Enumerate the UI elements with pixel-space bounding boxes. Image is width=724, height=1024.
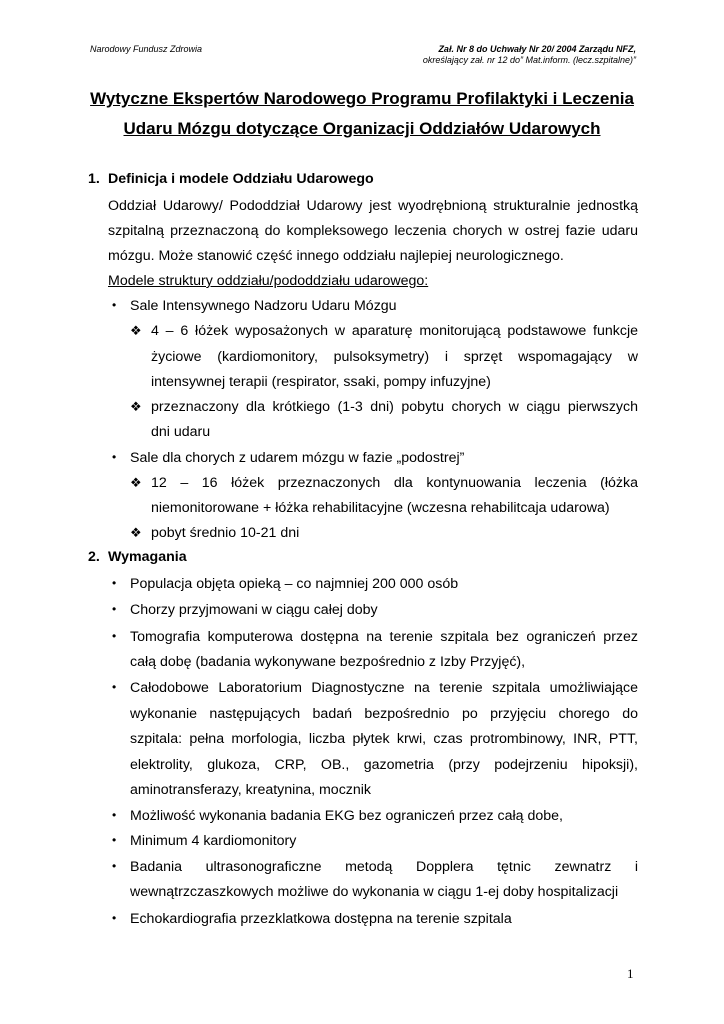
list-item: Echokardiografia przezklatkowa dostępna na terenie szpitala	[130, 911, 512, 927]
list-item: Sale dla chorych z udarem mózgu w fazie „podostrej”	[130, 450, 465, 466]
bullet-icon: •	[112, 629, 117, 643]
section1-para-line: Oddział Udarowy/ Pododdział Udarowy jest wyodrębnioną strukturalnie jednostką	[108, 198, 638, 214]
list-item: Możliwość wykonania badania EKG bez ograniczeń przez całą dobe,	[130, 808, 563, 824]
title-line1: Wytyczne Ekspertów Narodowego Programu Profilaktyki i Leczenia	[90, 89, 634, 108]
list-item: Minimum 4 kardiomonitory	[130, 833, 297, 849]
sub-item-line: przeznaczony dla krótkiego (1-3 dni) pobytu chorych w ciągu pierwszych	[151, 399, 638, 415]
section1-number: 1.	[88, 171, 100, 187]
sub-item-line: intensywnej terapii (respirator, ssaki, pompy infuzyjne)	[151, 374, 491, 390]
bullet-icon: •	[112, 680, 117, 694]
bullet-icon: •	[112, 602, 117, 616]
header-right-line2: określający zał. nr 12 do” Mat.inform. (lecz.szpitalne)”	[422, 55, 636, 65]
list-item-line: aminotransferazy, kreatynina, mocznik	[130, 782, 372, 798]
bullet-icon: •	[112, 911, 117, 925]
sub-item-line: życiowe (kardiomonitory, pulsoksymetry) i sprzęt wspomagający w	[151, 349, 638, 365]
list-item: Populacja objęta opieką – co najmniej 200 000 osób	[130, 576, 459, 592]
section2-heading: Wymagania	[108, 549, 187, 565]
bullet-icon: •	[112, 576, 117, 590]
header-left: Narodowy Fundusz Zdrowia	[90, 44, 203, 54]
sub-item-line: pobyt średnio 10-21 dni	[151, 525, 300, 541]
header-right	[376, 44, 636, 66]
bullet-icon: •	[112, 859, 117, 873]
bullet-icon: •	[112, 833, 117, 847]
bullet-icon: •	[112, 450, 117, 464]
diamond-bullet-icon: ❖	[130, 399, 142, 414]
section1-heading: Definicja i modele Oddziału Udarowego	[108, 171, 374, 187]
list-item-line: szpitala: pełna morfologia, liczba płytek krwi, czas protrombinowy, INR, PTT,	[130, 731, 638, 747]
list-item-line: wykonanie następujących badań bezpośrednio po przyjęciu chorego do	[130, 706, 638, 722]
sub-item-line: 4 – 6 łóżek wyposażonych w aparaturę monitorującą podstawowe funkcje	[151, 323, 638, 339]
sub-item-line: dni udaru	[151, 424, 211, 440]
sub-item-line: niemonitorowane + łóżka rehabilitacyjne (wczesna rehabilitcaja udarowa)	[151, 500, 610, 516]
page-number: 1	[627, 966, 634, 981]
sub-item-line: 12 – 16 łóżek przeznaczonych dla kontynuowania leczenia (łóżka	[151, 475, 638, 491]
bullet-icon: •	[112, 808, 117, 822]
list-item-line: całą dobę (badania wykonywane bezpośrednio z Izby Przyjęć),	[130, 654, 526, 670]
list-item: Sale Intensywnego Nadzoru Udaru Mózgu	[130, 298, 397, 314]
section1-para-line: szpitalną przeznaczoną do kompleksowego leczenia chorych w ostrej fazie udaru	[108, 223, 638, 239]
list-item-line: Badania ultrasonograficzne metodą Dopplera tętnic zewnatrz i	[130, 859, 638, 875]
list-item-line: Całodobowe Laboratorium Diagnostyczne na terenie szpitala umożliwiające	[130, 680, 638, 696]
section2-number: 2.	[88, 549, 100, 565]
list-item-line: elektrolity, glukoza, CRP, OB., gazometria (przy podejrzeniu hipoksji),	[130, 757, 638, 773]
bullet-icon: •	[112, 298, 117, 312]
title-line2: Udaru Mózgu dotyczące Organizacji Oddziałów Udarowych	[123, 119, 601, 138]
models-heading: Modele struktury oddziału/pododdziału udarowego:	[108, 273, 429, 289]
list-item-line: Tomografia komputerowa dostępna na terenie szpitala bez ograniczeń przez	[130, 629, 638, 645]
list-item: Chorzy przyjmowani w ciągu całej doby	[130, 602, 378, 618]
header-right-line1: Zał. Nr 8 do Uchwały Nr 20/ 2004 Zarządu NFZ,	[438, 44, 636, 54]
diamond-bullet-icon: ❖	[130, 323, 142, 338]
diamond-bullet-icon: ❖	[130, 475, 142, 490]
list-item-line: wewnątrzczaszkowych możliwe do wykonania w ciągu 1-ej doby hospitalizacji	[130, 884, 619, 900]
diamond-bullet-icon: ❖	[130, 525, 142, 540]
section1-para-line: mózgu. Może stanowić część innego oddziału najlepiej neurologicznego.	[108, 248, 564, 264]
